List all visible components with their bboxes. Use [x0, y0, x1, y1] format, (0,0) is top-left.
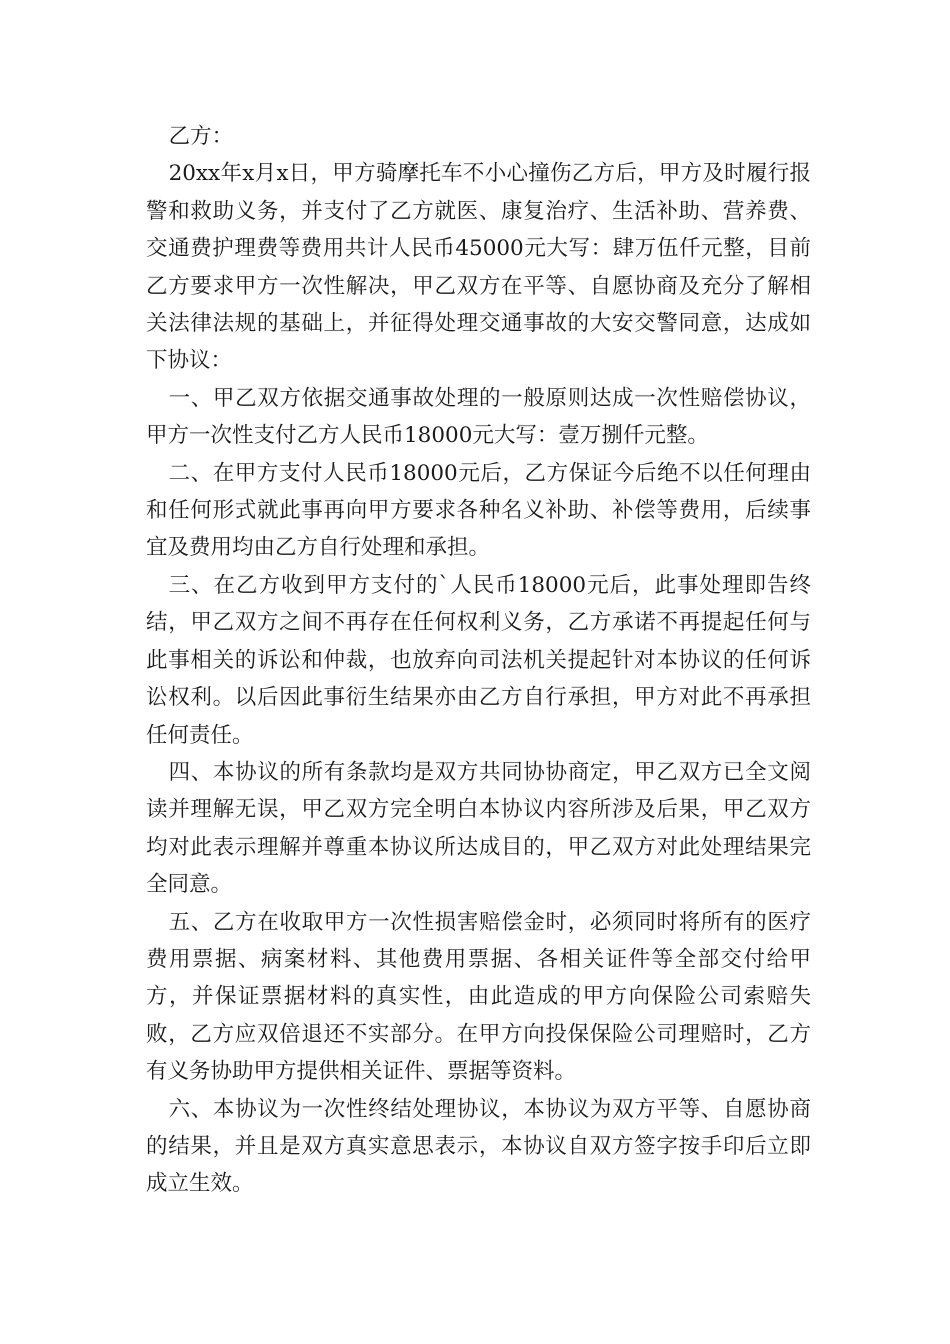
clause-4: 四、本协议的所有条款均是双方共同协协商定，甲乙双方已全文阅读并理解无误，甲乙双方完全明白本协议内容所涉及后果，甲乙双方均对此表示理解并尊重本协议所达成目的，甲乙双方对此处理结果完全同意。 [146, 759, 811, 898]
preamble-paragraph: 20xx年x月x日，甲方骑摩托车不小心撞伤乙方后，甲方及时履行报警和救助义务，并支付了乙方就医、康复治疗、生活补助、营养费、交通费护理费等费用共计人民币45000元大写：肆万伍仟元整，目前乙方要求甲方一次性解决，甲乙双方在平等、自愿协商及充分了解相关法律法规的基础上，并征得处理交通事故的大安交警同意，达成如下协议： [146, 161, 811, 374]
clause-1: 一、甲乙双方依据交通事故处理的一般原则达成一次性赔偿协议，甲方一次性支付乙方人民币18000元大写：壹万捌仟元整。 [146, 385, 811, 449]
document-body [146, 118, 811, 1203]
clause-3: 三、在乙方收到甲方支付的`人民币18000元后，此事处理即告终结，甲乙双方之间不再存在任何权利义务，乙方承诺不再提起任何与此事相关的诉讼和仲裁，也放弃向司法机关提起针对本协议的任何诉讼权利。以后因此事衍生结果亦由乙方自行承担，甲方对此不再承担任何责任。 [146, 572, 811, 748]
clause-5: 五、乙方在收取甲方一次性损害赔偿金时，必须同时将所有的医疗费用票据、病案材料、其他费用票据、各相关证件等全部交付给甲方，并保证票据材料的真实性，由此造成的甲方向保险公司索赔失败，乙方应双倍退还不实部分。在甲方向投保保险公司理赔时，乙方有义务协助甲方提供相关证件、票据等资料。 [146, 909, 811, 1085]
clause-2: 二、在甲方支付人民币18000元后，乙方保证今后绝不以任何理由和任何形式就此事再向甲方要求各种名义补助、补偿等费用，后续事宜及费用均由乙方自行处理和承担。 [146, 460, 811, 561]
clause-6: 六、本协议为一次性终结处理协议，本协议为双方平等、自愿协商的结果，并且是双方真实意思表示，本协议自双方签字按手印后立即成立生效。 [146, 1096, 811, 1197]
party-b-label: 乙方： [168, 124, 234, 149]
